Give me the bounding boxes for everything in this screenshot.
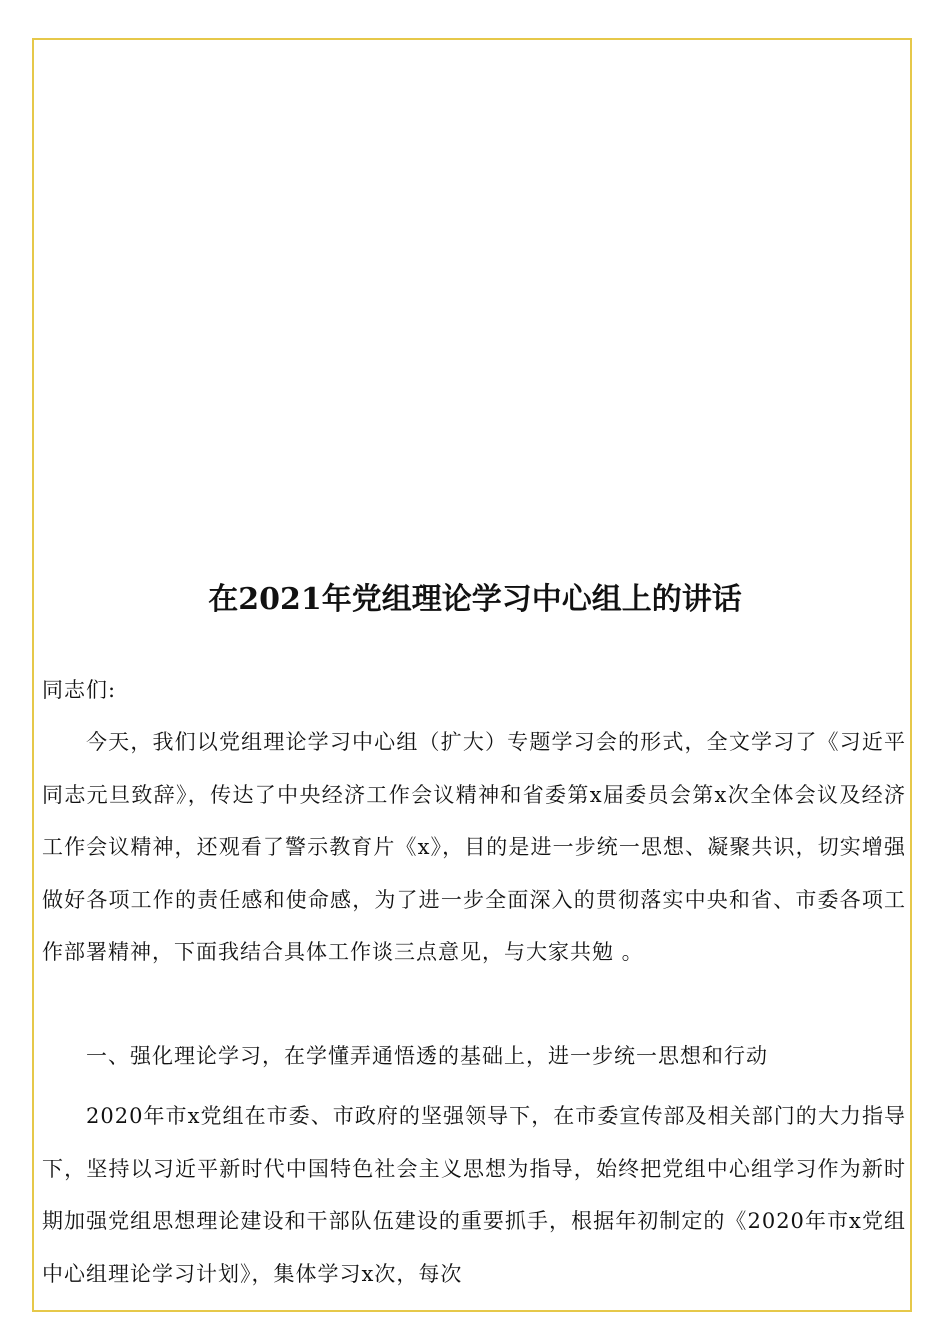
document-title: 在2021年党组理论学习中心组上的讲话: [208, 582, 742, 617]
salutation: 同志们:: [42, 678, 117, 702]
paragraph-section-one: 2020年市x党组在市委、市政府的坚强领导下，在市委宣传部及相关部门的大力指导下，坚持以习近平新时代中国特色社会主义思想为指导，始终把党组中心组学习作为新时期加强党组思想理论建设和干部队伍建设的重要抓手，根据年初制定的《2020年市x党组中心组理论学习计划》，集体学习x次，每次: [42, 1104, 906, 1286]
section-heading-one: 一、强化理论学习，在学懂弄通悟透的基础上，进一步统一思想和行动: [86, 1044, 768, 1068]
paragraph-opening: 今天，我们以党组理论学习中心组（扩大）专题学习会的形式，全文学习了《习近平同志元旦致辞》，传达了中央经济工作会议精神和省委第x届委员会第x次全体会议及经济工作会议精神，还观看了警示教育片《x》，目的是进一步统一思想、凝聚共识，切实增强做好各项工作的责任感和使命感，为了进一步全面深入的贯彻落实中央和省、市委各项工作部署精神，下面我结合具体工作谈三点意见，与大家共勉 。: [42, 730, 906, 964]
